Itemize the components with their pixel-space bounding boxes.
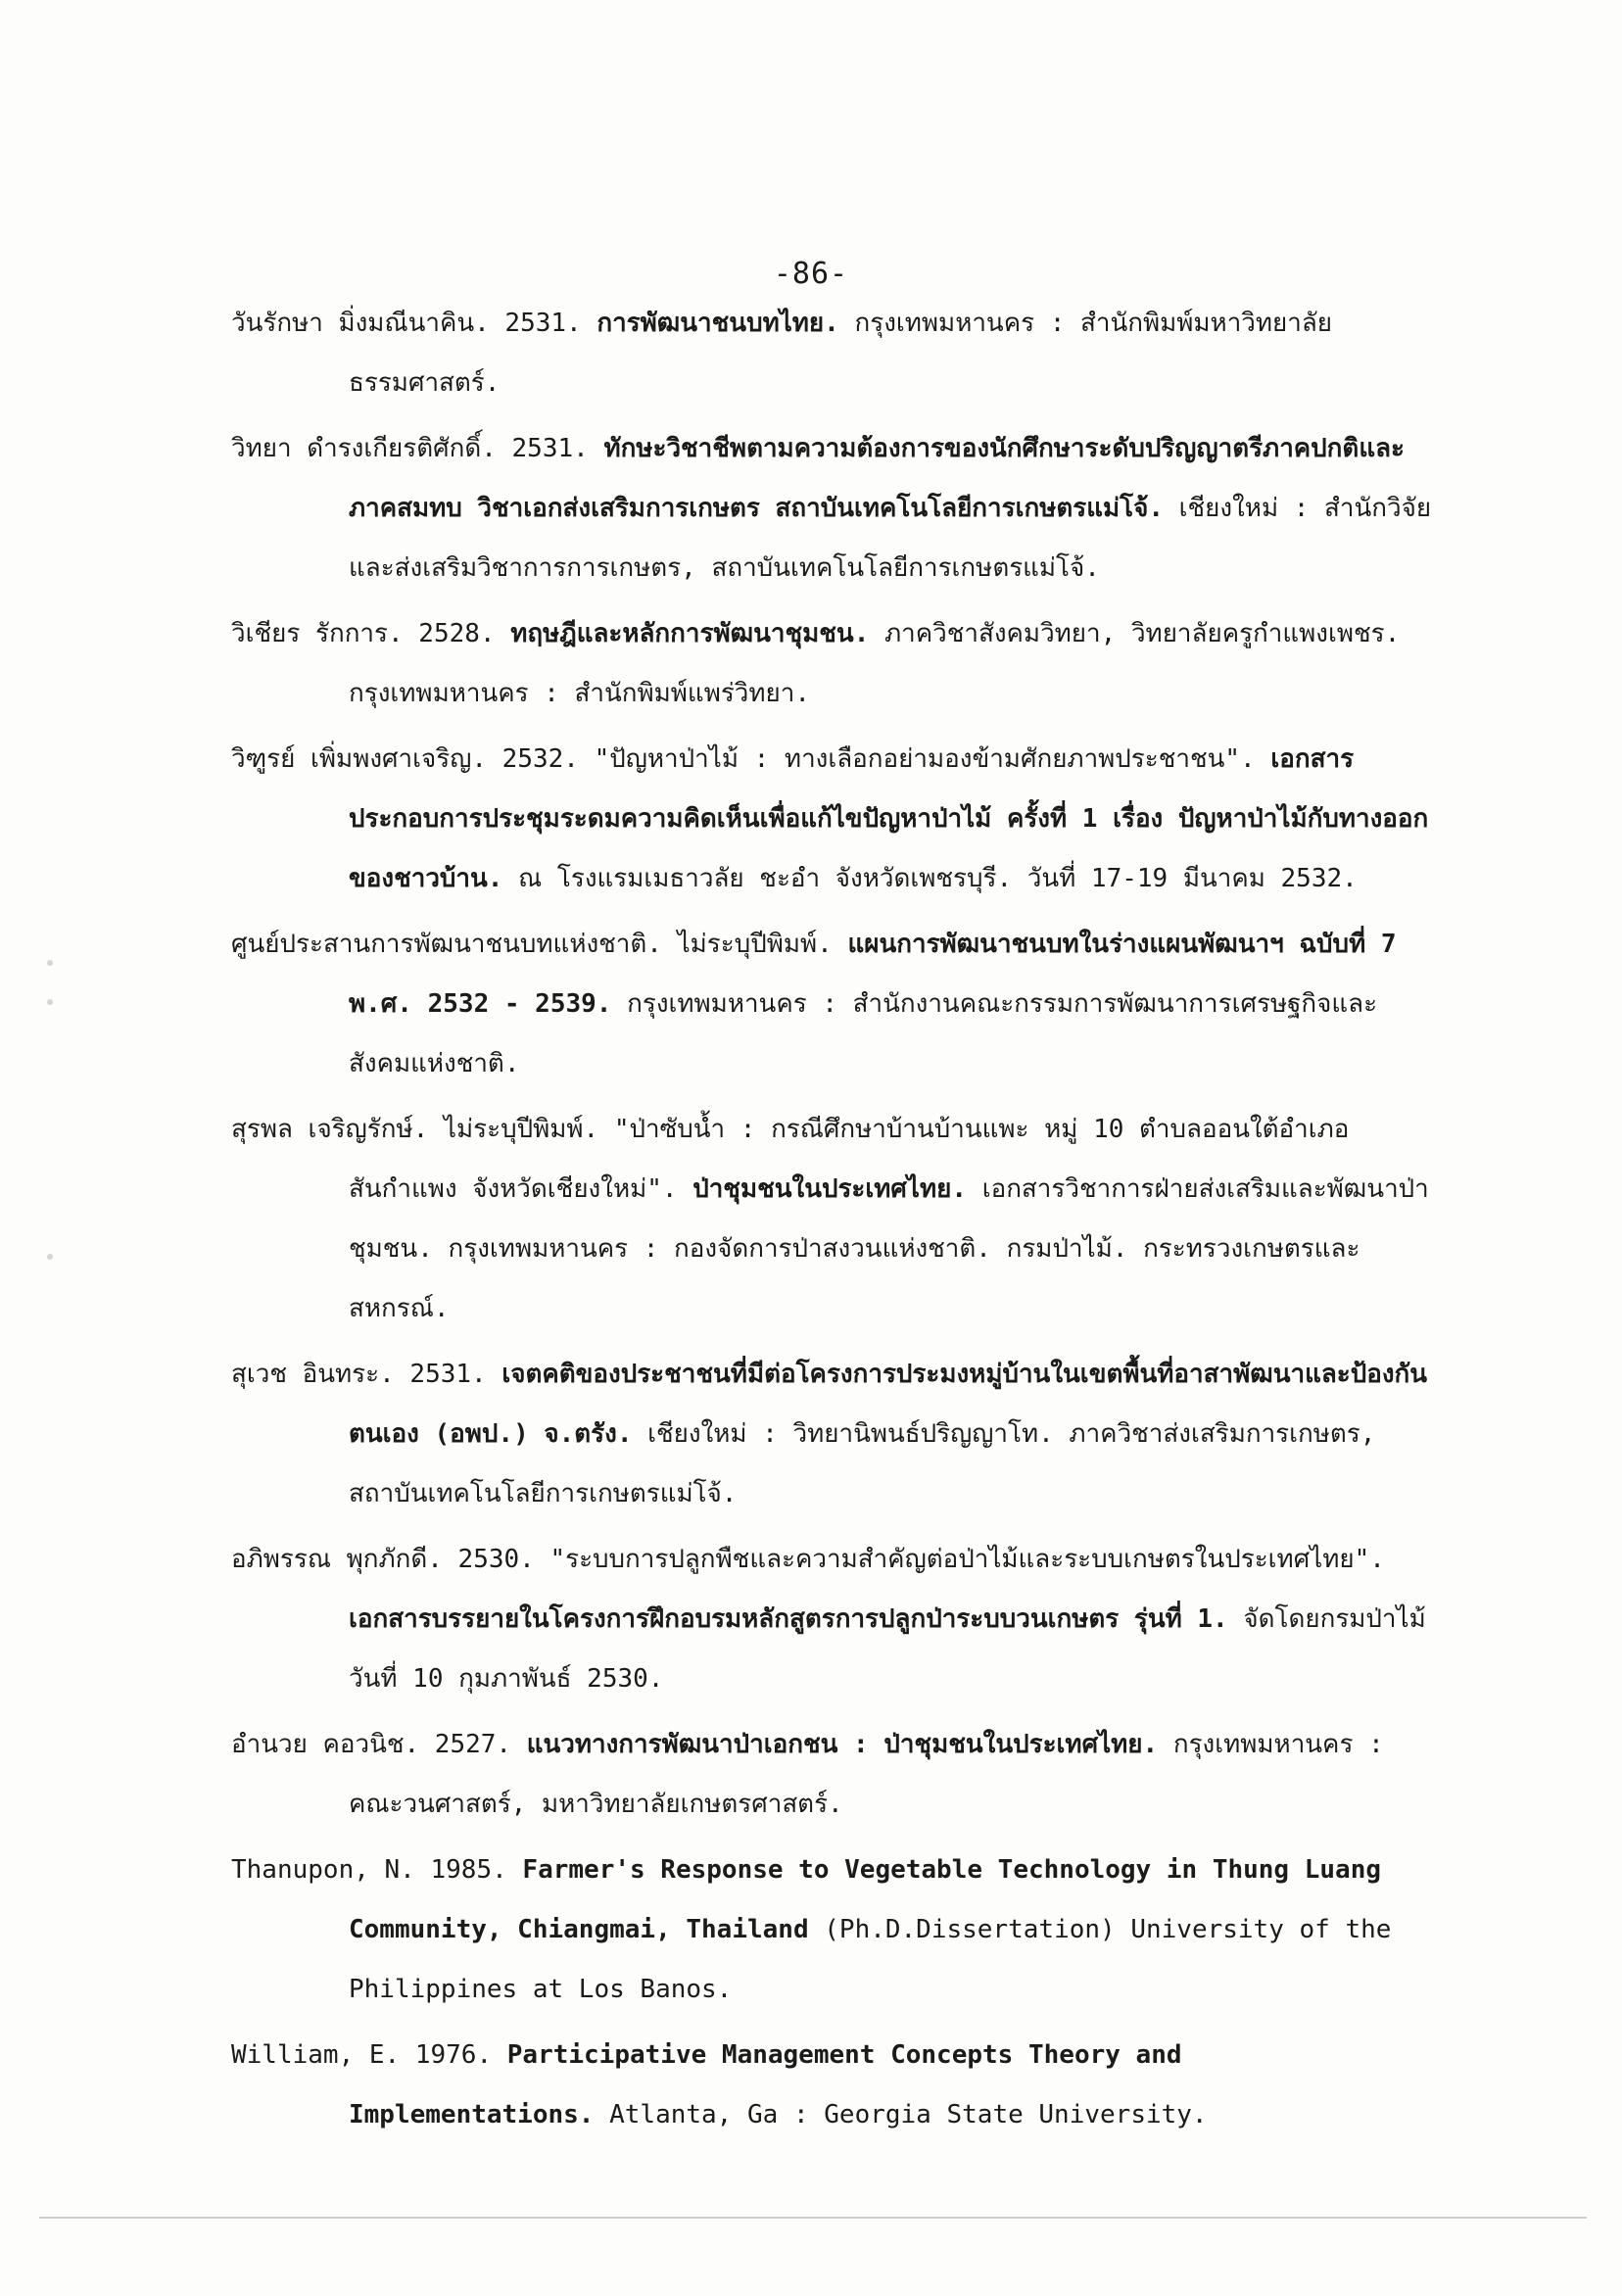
reference-title: แผนการพัฒนาชนบทในร่างแผนพัฒนาฯ ฉบับที่ 7 พ.ศ. 2532 - 2539.	[349, 930, 1397, 1019]
reference-author: อำนวย คอวนิช. 2527.	[231, 1730, 512, 1759]
reference-author: วันรักษา มิ่งมณีนาคิน. 2531.	[231, 309, 582, 338]
reference-author: วิฑูรย์ เพิ่มพงศาเจริญ. 2532. "ปัญหาป่าไม้ : ทางเลือกอย่ามองข้ามศักยภาพประชาชน".	[231, 744, 1256, 774]
reference-entry	[231, 294, 1436, 413]
reference-title: เจตคติของประชาชนที่มีต่อโครงการประมงหมู่บ้านในเขตพื้นที่อาสาพัฒนาและป้องกันตนเอง (อพป.) จ.ตรัง.	[349, 1360, 1428, 1449]
reference-publication: Atlanta, Ga : Georgia State University.	[609, 2100, 1208, 2129]
scan-speck	[47, 999, 53, 1005]
reference-entry	[231, 1715, 1436, 1835]
reference-title: การพัฒนาชนบทไทย.	[596, 309, 839, 338]
reference-author: อภิพรรณ พุกภักดี. 2530. "ระบบการปลูกพืชและความสำคัญต่อป่าไม้และระบบเกษตรในประเทศไทย".	[231, 1545, 1385, 1574]
scan-speck	[47, 960, 53, 966]
reference-title: เอกสารประกอบการประชุมระดมความคิดเห็นเพื่อแก้ไขปัญหาป่าไม้ ครั้งที่ 1 เรื่อง ปัญหาป่าไม้กับทางออกของชาวบ้าน.	[349, 744, 1429, 893]
reference-entry	[231, 604, 1436, 724]
reference-author: สุเวช อินทระ. 2531.	[231, 1360, 487, 1389]
reference-publication: กรุงเทพมหานคร : สำนักพิมพ์มหาวิทยาลัยธรรมศาสตร์.	[349, 309, 1333, 398]
page-number: -86-	[773, 257, 849, 291]
reference-title: Participative Management Concepts Theory and Implementations.	[349, 2040, 1182, 2129]
reference-publication: ภาควิชาสังคมวิทยา, วิทยาลัยครูกำแพงเพชร. กรุงเทพมหานคร : สำนักพิมพ์แพร่วิทยา.	[349, 619, 1401, 708]
reference-publication: กรุงเทพมหานคร : สำนักงานคณะกรรมการพัฒนาการเศรษฐกิจและสังคมแห่งชาติ.	[349, 989, 1378, 1078]
reference-publication: เอกสารวิชาการฝ่ายส่งเสริมและพัฒนาป่าชุมชน. กรุงเทพมหานคร : กองจัดการป่าสงวนแห่งชาติ. กรมป่าไม้. กระทรวงเกษตรและสหกรณ์.	[349, 1174, 1429, 1323]
scan-edge-line	[39, 2217, 1587, 2219]
reference-publication: จัดโดยกรมป่าไม้ วันที่ 10 กุมภาพันธ์ 2530.	[349, 1604, 1426, 1694]
reference-entry	[231, 419, 1436, 598]
scan-speck	[47, 1254, 53, 1260]
reference-publication: เชียงใหม่ : วิทยานิพนธ์ปริญญาโท. ภาควิชาส่งเสริมการเกษตร, สถาบันเทคโนโลยีการเกษตรแม่โจ้.	[349, 1419, 1376, 1508]
reference-entry	[231, 1530, 1436, 1709]
reference-author: สุรพล เจริญรักษ์. ไม่ระบุปีพิมพ์. "ป่าซับน้ำ : กรณีศึกษาบ้านบ้านแพะ หมู่ 10 ตำบลออนใต้อำเภอสันกำแพง จังหวัดเชียงใหม่".	[231, 1115, 1350, 1204]
reference-author: ศูนย์ประสานการพัฒนาชนบทแห่งชาติ. ไม่ระบุปีพิมพ์.	[231, 930, 833, 959]
reference-author: วิทยา ดำรงเกียรติศักดิ์. 2531.	[231, 434, 589, 463]
reference-title: ทฤษฎีและหลักการพัฒนาชุมชน.	[510, 619, 870, 648]
reference-publication: (Ph.D.Dissertation) University of the Philippines at Los Banos.	[349, 1915, 1392, 2004]
reference-publication: เชียงใหม่ : สำนักวิจัยและส่งเสริมวิชาการการเกษตร, สถาบันเทคโนโลยีการเกษตรแม่โจ้.	[349, 494, 1432, 583]
reference-entry	[231, 730, 1436, 909]
reference-entry	[231, 915, 1436, 1094]
reference-title: แนวทางการพัฒนาป่าเอกชน : ป่าชุมชนในประเทศไทย.	[526, 1730, 1159, 1759]
reference-author: Thanupon, N. 1985.	[231, 1855, 507, 1885]
reference-entry	[231, 2026, 1436, 2145]
reference-title: เอกสารบรรยายในโครงการฝึกอบรมหลักสูตรการปลูกป่าระบบวนเกษตร รุ่นที่ 1.	[349, 1604, 1228, 1634]
reference-entry	[231, 1100, 1436, 1339]
reference-publication: ณ โรงแรมเมธาวลัย ชะอำ จังหวัดเพชรบุรี. วันที่ 17-19 มีนาคม 2532.	[518, 864, 1358, 893]
reference-title: Farmer's Response to Vegetable Technology in Thung Luang Community, Chiangmai, Thailand	[349, 1855, 1382, 1944]
reference-title: ทักษะวิชาชีพตามความต้องการของนักศึกษาระดับปริญญาตรีภาคปกติและภาคสมทบ วิชาเอกส่งเสริมการเกษตร สถาบันเทคโนโลยีการเกษตรแม่โจ้.	[349, 434, 1405, 523]
reference-author: วิเชียร รักการ. 2528.	[231, 619, 496, 648]
reference-publication: กรุงเทพมหานคร : คณะวนศาสตร์, มหาวิทยาลัยเกษตรศาสตร์.	[349, 1730, 1384, 1819]
reference-list	[231, 294, 1436, 2151]
reference-author: William, E. 1976.	[231, 2040, 493, 2070]
reference-title: ป่าชุมชนในประเทศไทย.	[692, 1174, 968, 1204]
reference-entry	[231, 1841, 1436, 2020]
reference-entry	[231, 1345, 1436, 1524]
